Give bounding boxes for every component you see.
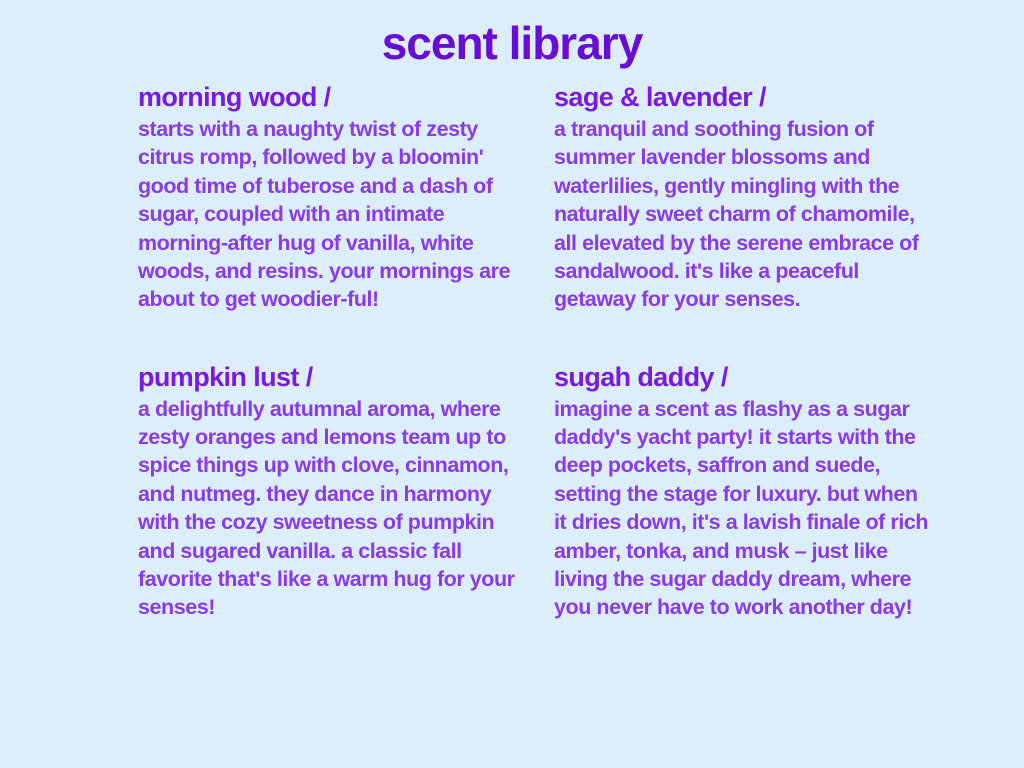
scent-entry-description: a delightfully autumnal aroma, where zesty oranges and lemons team up to spice things up with clove, cinnamon, and nutmeg. they dance in harmony with the cozy sweetness of pumpkin and sugared vanilla. a classic fall favorite that's like a warm hug for your senses! bbox=[138, 396, 515, 620]
scent-entry-sage-and-lavender bbox=[554, 82, 934, 314]
scent-entry-name: pumpkin lust / bbox=[138, 361, 313, 392]
scent-entry-name: morning wood / bbox=[138, 82, 331, 112]
page-title: scent library bbox=[381, 17, 643, 69]
scent-entry-description: a tranquil and soothing fusion of summer lavender blossoms and waterlilies, gently mingling with the naturally sweet charm of chamomile, all elevated by the serene embrace of sandalwood. it's like a peaceful getaway for your senses. bbox=[554, 117, 919, 312]
scent-entry-pumpkin-lust bbox=[138, 362, 518, 622]
scent-entry-morning-wood bbox=[138, 82, 518, 314]
scent-entry-description: imagine a scent as flashy as a sugar daddy's yacht party! it starts with the deep pockets, saffron and suede, setting the stage for luxury. but when it dries down, it's a lavish finale of rich amber, tonka, and musk – just like living the sugar daddy dream, where you never have to work another day! bbox=[554, 396, 929, 620]
scent-entry-sugah-daddy bbox=[554, 362, 934, 622]
scent-entry-name: sugah daddy / bbox=[554, 361, 728, 392]
scent-entry-description: starts with a naughty twist of zesty citrus romp, followed by a bloomin' good time of tuberose and a dash of sugar, coupled with an intimate morning-after hug of vanilla, white woods, and resins. your mornings are about to get woodier-ful! bbox=[138, 117, 511, 312]
scent-entries-grid bbox=[138, 82, 938, 622]
scent-entry-name: sage & lavender / bbox=[554, 82, 766, 112]
